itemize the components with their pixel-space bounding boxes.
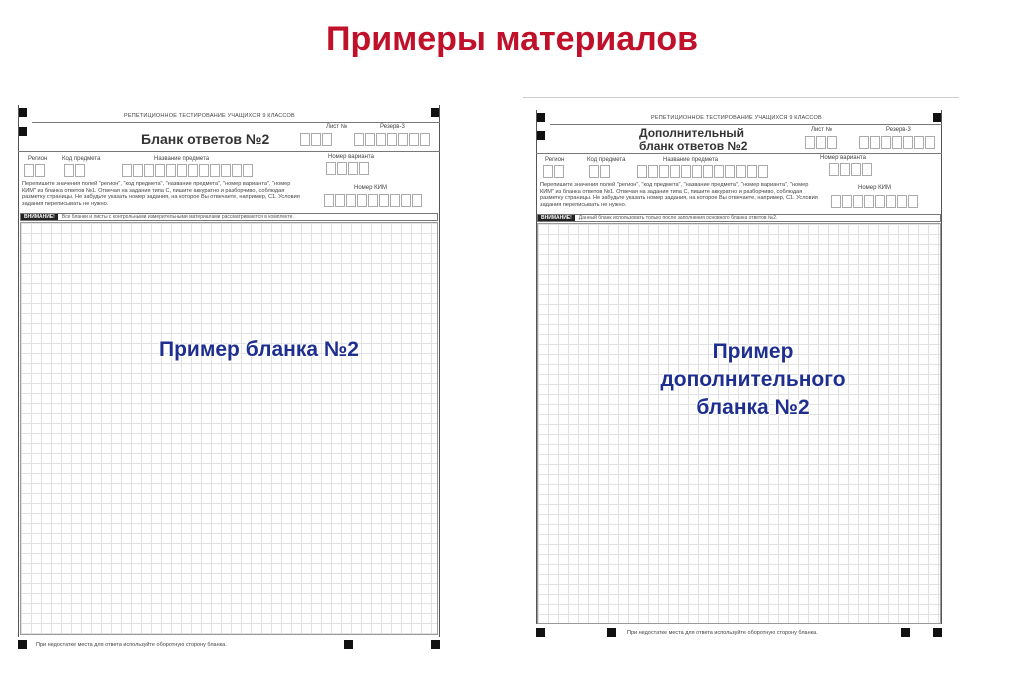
- kim-label: Номер КИМ: [354, 185, 387, 191]
- sheet-label: Лист №: [326, 124, 348, 130]
- divider: [32, 122, 440, 123]
- warning-label: ВНИМАНИЕ!: [21, 214, 58, 220]
- region-label: Регион: [545, 157, 565, 163]
- subject-code-boxes: [589, 165, 611, 178]
- warning-bar: [537, 214, 941, 222]
- form-footer: При недостатке места для ответа используйте оборотную сторону бланка.: [36, 642, 227, 648]
- reserve-label: Резерв-3: [380, 124, 405, 130]
- answer-form-2-image: [14, 100, 444, 655]
- variant-label: Номер варианта: [820, 155, 866, 161]
- sheet-number-boxes: [805, 136, 838, 149]
- form-title-line1: Дополнительный: [639, 126, 744, 140]
- warning-bar: [20, 213, 438, 221]
- registration-mark: [607, 628, 616, 637]
- variant-label: Номер варианта: [328, 154, 374, 160]
- subject-name-boxes: [637, 165, 769, 178]
- registration-mark: [18, 640, 27, 649]
- caption-form-2: Пример бланка №2: [159, 338, 359, 361]
- answer-grid: [20, 222, 438, 635]
- divider: [550, 124, 942, 125]
- slide-title: Примеры материалов: [326, 20, 698, 58]
- caption-additional-form-2: [563, 338, 943, 422]
- kim-boxes: [831, 195, 919, 208]
- form-title-line2: бланк ответов №2: [639, 139, 748, 153]
- instructions-text: Перепишите значения полей "регион", "код предмета", "название предмета", "номер варианта", "номер КИМ" из бланка ответов №1. Отвечая на задания типа С, пишите аккуратно и разборчиво, соблюдая разметку страницы. Не забудьте указать номер задания, на которое Вы отвечаете, например, С1. Условия задания переписывать не нужно.: [540, 182, 818, 208]
- region-boxes: [543, 165, 565, 178]
- warning-text: Все бланки и листы с контрольными измерительными материалами рассматриваются в комплекте.: [61, 214, 294, 220]
- variant-boxes: [326, 162, 370, 175]
- sheet-label: Лист №: [811, 127, 833, 133]
- registration-mark: [344, 640, 353, 649]
- answer-grid: [537, 223, 941, 624]
- form-header: РЕПЕТИЦИОННОЕ ТЕСТИРОВАНИЕ УЧАЩИХСЯ 9 КЛАССОВ: [651, 115, 822, 121]
- caption-line: бланка №2: [696, 396, 810, 419]
- form-header: РЕПЕТИЦИОННОЕ ТЕСТИРОВАНИЕ УЧАЩИХСЯ 9 КЛАССОВ: [124, 113, 295, 119]
- region-label: Регион: [28, 156, 48, 162]
- registration-mark: [933, 628, 942, 637]
- warning-label: ВНИМАНИЕ!: [538, 215, 575, 221]
- divider: [18, 151, 440, 152]
- instructions-text: Перепишите значения полей "регион", "код предмета", "название предмета", "номер варианта", "номер КИМ" из бланка ответов №1. Отвечая на задания типа С, пишите аккуратно и разборчиво, соблюдая разметку страницы. Не забудьте указать номер задания, на которое Вы отвечаете, например, С1. Условия задания переписывать не нужно.: [22, 181, 300, 207]
- subject-name-boxes: [122, 164, 254, 177]
- form-title: Бланк ответов №2: [141, 131, 270, 147]
- registration-mark: [431, 640, 440, 649]
- form-footer: При недостатке места для ответа используйте оборотную сторону бланка.: [627, 630, 818, 636]
- subject-name-label: Название предмета: [663, 157, 719, 163]
- reserve-label: Резерв-3: [886, 127, 911, 133]
- sheet-number-boxes: [300, 133, 333, 146]
- subject-code-label: Код предмета: [62, 156, 101, 162]
- caption-line: дополнительного: [660, 368, 846, 391]
- subject-code-label: Код предмета: [587, 157, 626, 163]
- kim-label: Номер КИМ: [858, 185, 891, 191]
- subject-name-label: Название предмета: [154, 156, 210, 162]
- reserve-boxes: [859, 136, 936, 149]
- additional-form-2-image: [523, 97, 959, 645]
- registration-mark: [901, 628, 910, 637]
- warning-text: Данный бланк использовать только после заполнения основного бланка ответов №2.: [578, 215, 778, 221]
- region-boxes: [24, 164, 46, 177]
- registration-mark: [536, 628, 545, 637]
- kim-boxes: [324, 194, 423, 207]
- reserve-boxes: [354, 133, 431, 146]
- divider: [536, 153, 942, 154]
- subject-code-boxes: [64, 164, 86, 177]
- caption-line: Пример: [712, 340, 794, 363]
- variant-boxes: [829, 163, 873, 176]
